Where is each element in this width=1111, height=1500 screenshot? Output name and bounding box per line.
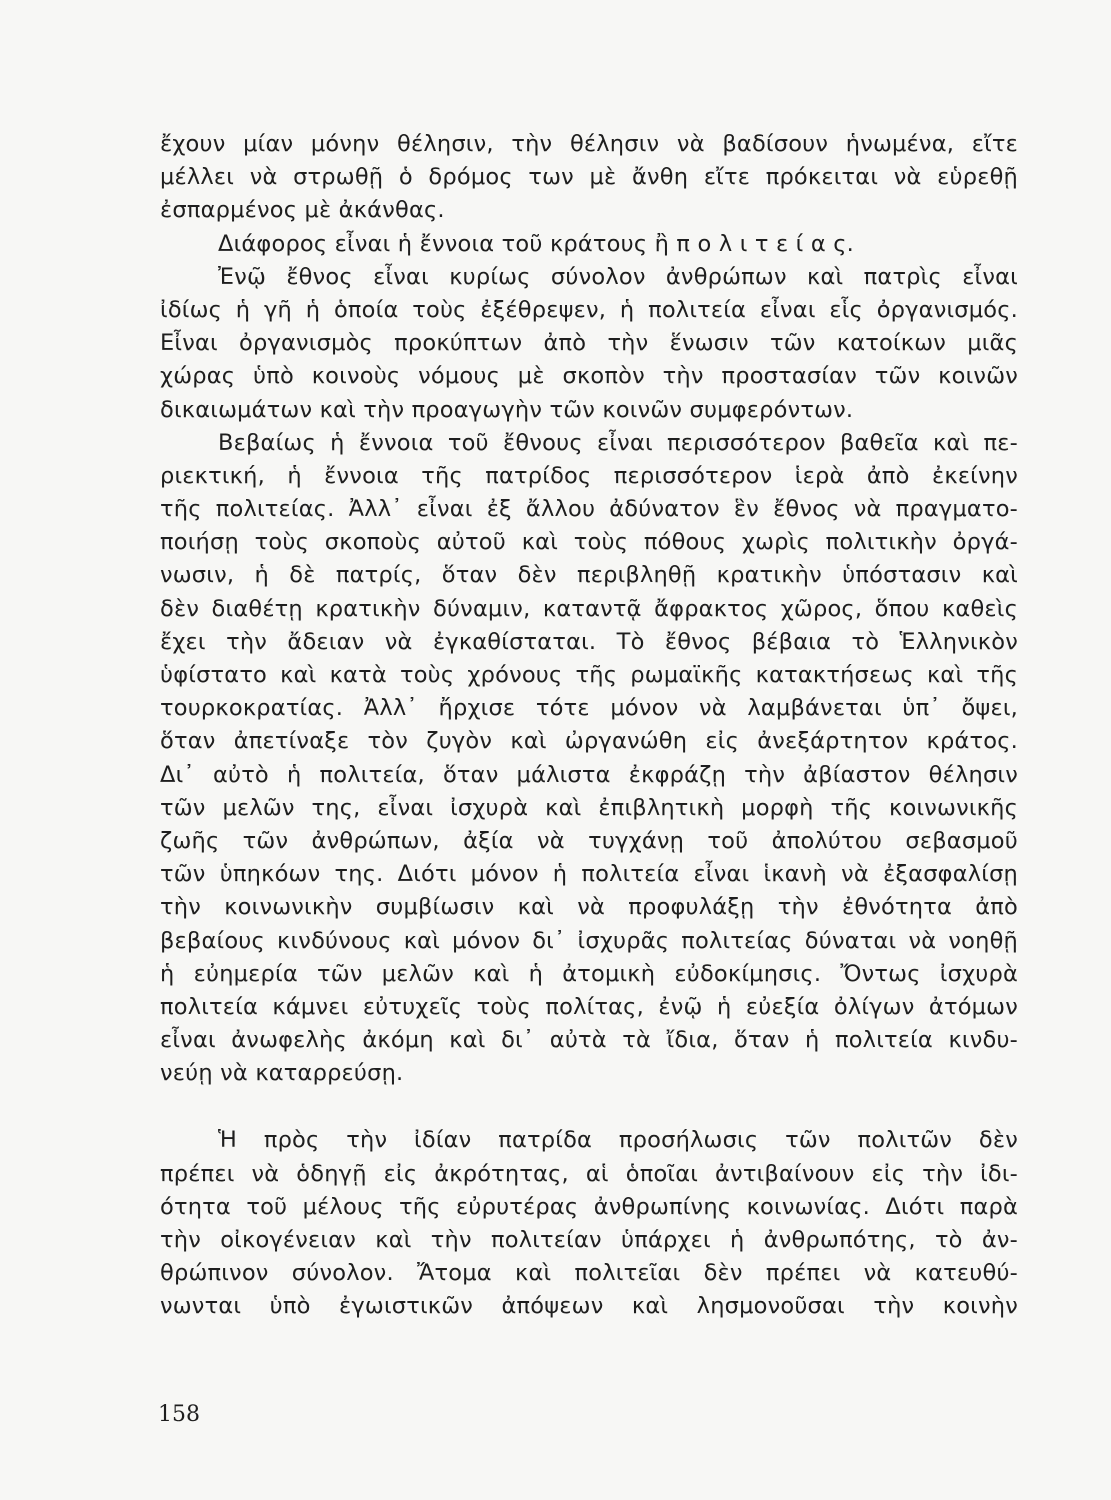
body-text [160, 128, 1018, 1324]
text-line: τῆς πολιτείας. Ἀλλ᾽ εἶναι ἐξ ἄλλου ἀδύνατον ἓν ἔθνος νὰ πραγματο- [160, 496, 1018, 523]
text-line: τῶν μελῶν της, εἶναι ἰσχυρὰ καὶ ἐπιβλητικὴ μορφὴ τῆς κοινωνικῆς [160, 794, 1018, 821]
text-line: δικαιωμάτων καὶ τὴν προαγωγὴν τῶν κοινῶν συμφερόντων. [160, 396, 854, 423]
text-line: δὲν διαθέτῃ κρατικὴν δύναμιν, καταντᾷ ἄφρακτος χῶρος, ὅπου καθεὶς [160, 595, 1018, 622]
text-line: πολιτεία κάμνει εὐτυχεῖς τοὺς πολίτας, ἐνῷ ἡ εὐεξία ὀλίγων ἀτόμων [160, 993, 1018, 1020]
text-line: Διάφορος εἶναι ἡ ἔννοια τοῦ κράτους ἢ π ο λ ι τ ε ί α ς. [218, 230, 854, 257]
text-line: ἐσπαρμένος μὲ ἀκάνθας. [160, 197, 445, 224]
text-line: νωνται ὑπὸ ἐγωιστικῶν ἀπόψεων καὶ λησμονοῦσαι τὴν κοινὴν [160, 1293, 1018, 1320]
text-line: ἰδίως ἡ γῆ ἡ ὁποία τοὺς ἐξέθρεψεν, ἡ πολιτεία εἶναι εἷς ὀργανισμός. [160, 296, 1018, 323]
text-line: μέλλει νὰ στρωθῇ ὁ δρόμος των μὲ ἄνθη εἴτε πρόκειται νὰ εὑρεθῇ [160, 164, 1018, 191]
paragraph [160, 1124, 1018, 1323]
text-line: ριεκτική, ἡ ἔννοια τῆς πατρίδος περισσότερον ἱερὰ ἀπὸ ἐκείνην [160, 462, 1018, 489]
text-line: ὅταν ἀπετίναξε τὸν ζυγὸν καὶ ὠργανώθη εἰς ἀνεξάρτητον κράτος. [160, 728, 1018, 755]
text-line: ότητα τοῦ μέλους τῆς εὐρυτέρας ἀνθρωπίνης κοινωνίας. Διότι παρὰ [160, 1193, 1018, 1220]
text-line: ἡ εὐημερία τῶν μελῶν καὶ ἡ ἀτομικὴ εὐδοκίμησις. Ὄντως ἰσχυρὰ [160, 960, 1018, 987]
text-line: τῶν ὑπηκόων της. Διότι μόνον ἡ πολιτεία εἶναι ἱκανὴ νὰ ἐξασφαλίσῃ [160, 861, 1018, 888]
text-line: Ἐνῷ ἔθνος εἶναι κυρίως σύνολον ἀνθρώπων καὶ πατρὶς εἶναι [218, 263, 1018, 290]
text-line: ἔχουν μίαν μόνην θέλησιν, τὴν θέλησιν νὰ βαδίσουν ἡνωμένα, εἴτε [160, 131, 1018, 157]
text-line: τουρκοκρατίας. Ἀλλ᾽ ἤρχισε τότε μόνον νὰ λαμβάνεται ὑπ᾽ ὄψει, [160, 695, 1018, 722]
paragraph-gap [160, 1090, 1018, 1124]
text-line: τὴν οἰκογένειαν καὶ τὴν πολιτείαν ὑπάρχει ἡ ἀνθρωπότης, τὸ ἀν- [160, 1227, 1018, 1253]
text-line: Βεβαίως ἡ ἔννοια τοῦ ἔθνους εἶναι περισσότερον βαθεῖα καὶ πε- [218, 429, 1018, 456]
text-line: ὑφίστατο καὶ κατὰ τοὺς χρόνους τῆς ρωμαϊκῆς κατακτήσεως καὶ τῆς [160, 662, 1018, 688]
text-line: Εἶναι ὀργανισμὸς προκύπτων ἀπὸ τὴν ἕνωσιν τῶν κατοίκων μιᾶς [160, 330, 1018, 357]
text-line: ποιήσῃ τοὺς σκοποὺς αὐτοῦ καὶ τοὺς πόθους χωρὶς πολιτικὴν ὀργά- [160, 529, 1018, 556]
paragraph [160, 228, 1018, 261]
text-line: ἔχει τὴν ἄδειαν νὰ ἐγκαθίσταται. Τὸ ἔθνος βέβαια τὸ Ἑλληνικὸν [160, 628, 1018, 655]
text-line: Ἡ πρὸς τὴν ἰδίαν πατρίδα προσήλωσις τῶν πολιτῶν δὲν [218, 1127, 1018, 1154]
text-line: θρώπινον σύνολον. Ἄτομα καὶ πολιτεῖαι δὲν πρέπει νὰ κατευθύ- [160, 1260, 1018, 1287]
paragraph [160, 128, 1018, 228]
text-line: τὴν κοινωνικὴν συμβίωσιν καὶ νὰ προφυλάξῃ τὴν ἐθνότητα ἀπὸ [160, 894, 1018, 921]
text-line: ζωῆς τῶν ἀνθρώπων, ἀξία νὰ τυγχάνῃ τοῦ ἀπολύτου σεβασμοῦ [160, 827, 1018, 854]
text-line: χώρας ὑπὸ κοινοὺς νόμους μὲ σκοπὸν τὴν προστασίαν τῶν κοινῶν [160, 363, 1018, 390]
text-line: νωσιν, ἡ δὲ πατρίς, ὅταν δὲν περιβληθῇ κρατικὴν ὑπόστασιν καὶ [160, 562, 1018, 589]
text-line: νεύῃ νὰ καταρρεύσῃ. [160, 1060, 404, 1087]
text-line: Δι᾽ αὐτὸ ἡ πολιτεία, ὅταν μάλιστα ἐκφράζῃ τὴν ἀβίαστον θέλησιν [160, 761, 1018, 788]
paragraph [160, 261, 1018, 427]
text-line: βεβαίους κινδύνους καὶ μόνον δι᾽ ἰσχυρᾶς πολιτείας δύναται νὰ νοηθῇ [160, 927, 1018, 954]
paragraph [160, 427, 1018, 1091]
text-line: πρέπει νὰ ὁδηγῇ εἰς ἀκρότητας, αἱ ὁποῖαι ἀντιβαίνουν εἰς τὴν ἰδι- [160, 1160, 1018, 1187]
page-number: 158 [158, 1402, 200, 1427]
text-line: εἶναι ἀνωφελὴς ἀκόμη καὶ δι᾽ αὐτὰ τὰ ἴδια, ὅταν ἡ πολιτεία κινδυ- [160, 1027, 1018, 1054]
